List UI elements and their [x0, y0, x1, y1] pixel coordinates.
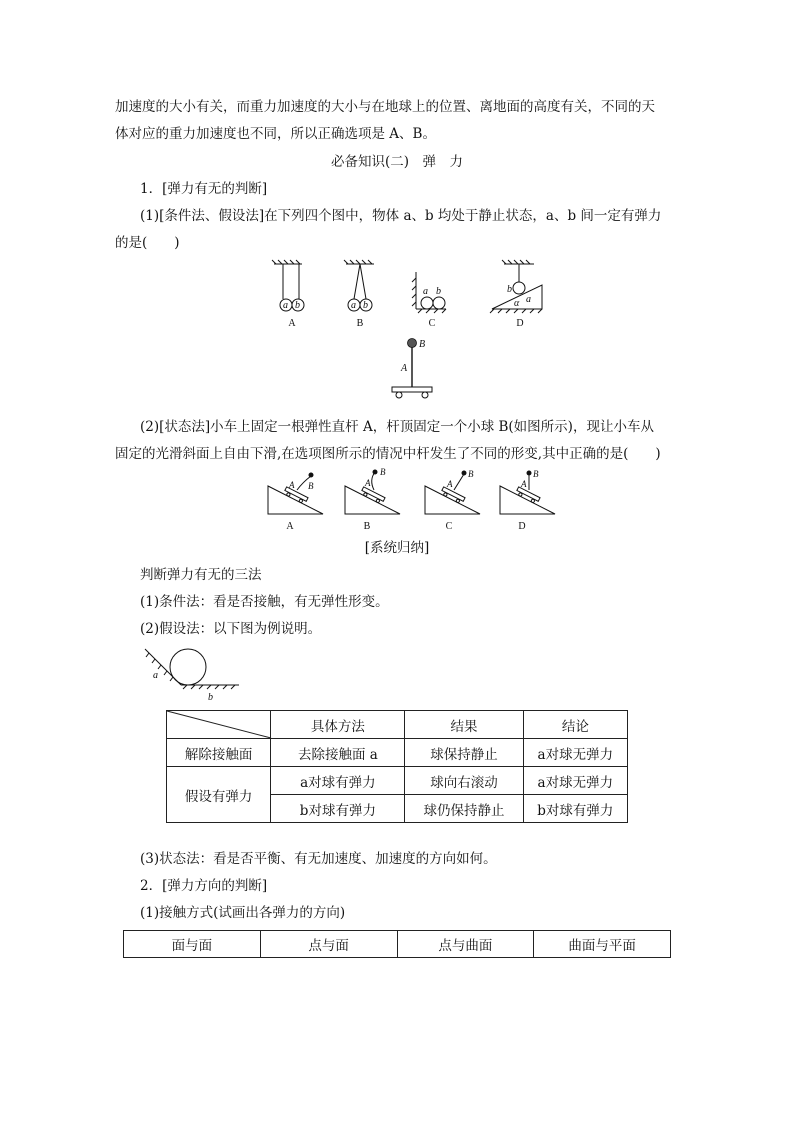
table-header-method: 具体方法 — [271, 711, 405, 739]
table-corner-cell — [167, 711, 271, 739]
fig1-option-A: A — [288, 318, 296, 329]
fig2-ball-label-A: B — [308, 481, 314, 491]
q2-sub1: (1)接触方式(试画出各弹力的方向) — [140, 905, 346, 921]
section-title: 必备知识(二) 弹 力 — [330, 154, 464, 170]
table-header-conclusion: 结论 — [523, 711, 627, 739]
summary-method-1: (1)条件法：看是否接触，有无弹性形变。 — [140, 594, 389, 610]
q2-heading: 2．[弹力方向的判断] — [140, 878, 268, 894]
fig1-a-label-A: a — [283, 300, 288, 311]
table-row-group: 假设有弹力 — [167, 767, 271, 823]
assumption-method-table — [166, 710, 628, 823]
fig3-a-label: a — [153, 670, 158, 681]
fig2-rod-label-D: A — [521, 479, 527, 489]
q1-sub1-line2: 的是( ) — [115, 235, 180, 251]
table-cell-method: b对球有弹力 — [271, 795, 405, 823]
fig1-option-B: B — [356, 318, 364, 329]
table-header-face-face: 面与面 — [124, 931, 261, 958]
fig2-rod-label-C: A — [447, 479, 453, 489]
q1-sub2-line1: (2)[状态法]小车上固定一根弹性直杆 A，杆顶固定一个小球 B(如图所示)，现让小车从 — [140, 419, 654, 435]
intro-line-1: 加速度的大小有关，而重力加速度的大小与在地球上的位置、离地面的高度有关，不同的天 — [115, 99, 655, 115]
table-cell-result: 球向右滚动 — [405, 767, 523, 795]
fig1-option-D: D — [516, 318, 524, 329]
fig1-a-label-C: a — [423, 286, 428, 297]
fig1-a-label-D: a — [526, 294, 531, 305]
figure-ball-against-wall — [143, 645, 243, 705]
table-cell-method: a对球有弹力 — [271, 767, 405, 795]
table-cell-method: 去除接触面 a — [271, 739, 405, 767]
fig1-b-label-B: b — [363, 300, 368, 311]
q1-heading: 1．[弹力有无的判断] — [140, 181, 268, 197]
summary-method-3: (3)状态法：看是否平衡、有无加速度、加速度的方向如何。 — [140, 851, 497, 867]
table-cell-result: 球保持静止 — [405, 739, 523, 767]
cart-rod-label: A — [401, 363, 408, 374]
table-header-point-face: 点与面 — [260, 931, 397, 958]
fig1-b-label-C: b — [436, 286, 441, 297]
fig2-option-B: B — [363, 521, 371, 532]
figure-cart-with-rod — [388, 336, 438, 406]
summary-title: [系统归纳] — [364, 540, 430, 556]
figure-four-configurations — [270, 258, 560, 333]
table-cell-conclusion: b对球有弹力 — [523, 795, 627, 823]
fig2-option-C: C — [445, 521, 453, 532]
fig2-option-A: A — [286, 521, 294, 532]
table-header-point-curve: 点与曲面 — [397, 931, 534, 958]
table-row — [167, 767, 628, 795]
table-row — [167, 739, 628, 767]
intro-line-2: 体对应的重力加速度也不同，所以正确选项是 A、B。 — [115, 126, 436, 142]
fig2-ball-label-B: B — [380, 467, 386, 477]
cart-ball-label: B — [419, 339, 426, 350]
fig3-b-label: b — [208, 692, 213, 703]
fig2-option-D: D — [518, 521, 526, 532]
fig1-option-C: C — [428, 318, 436, 329]
table-header-result: 结果 — [405, 711, 523, 739]
contact-type-table — [123, 930, 671, 958]
fig1-alpha-label-D: α — [514, 298, 520, 309]
fig2-ball-label-D: B — [533, 469, 539, 479]
summary-heading: 判断弹力有无的三法 — [140, 567, 262, 583]
fig1-b-label-A: b — [295, 300, 300, 311]
fig1-b-label-D: b — [507, 284, 512, 295]
summary-method-2: (2)假设法：以下图为例说明。 — [140, 621, 322, 637]
table-row-group: 解除接触面 — [167, 739, 271, 767]
table-cell-conclusion: a对球无弹力 — [523, 767, 627, 795]
q1-sub2-line2: 固定的光滑斜面上自由下滑,在选项图所示的情况中杆发生了不同的形变,其中正确的是( ) — [115, 446, 661, 462]
fig1-a-label-B: a — [351, 300, 356, 311]
table-cell-conclusion: a对球无弹力 — [523, 739, 627, 767]
q1-sub1-line1: (1)[条件法、假设法]在下列四个图中，物体 a、b 均处于静止状态，a、b 间一定有弹力 — [140, 208, 662, 224]
table-cell-result: 球仍保持静止 — [405, 795, 523, 823]
fig2-ball-label-C: B — [468, 469, 474, 479]
table-header-curve-plane: 曲面与平面 — [534, 931, 671, 958]
fig2-rod-label-B: A — [365, 478, 371, 488]
fig2-rod-label-A: A — [289, 480, 295, 490]
figure-incline-options — [265, 468, 555, 533]
